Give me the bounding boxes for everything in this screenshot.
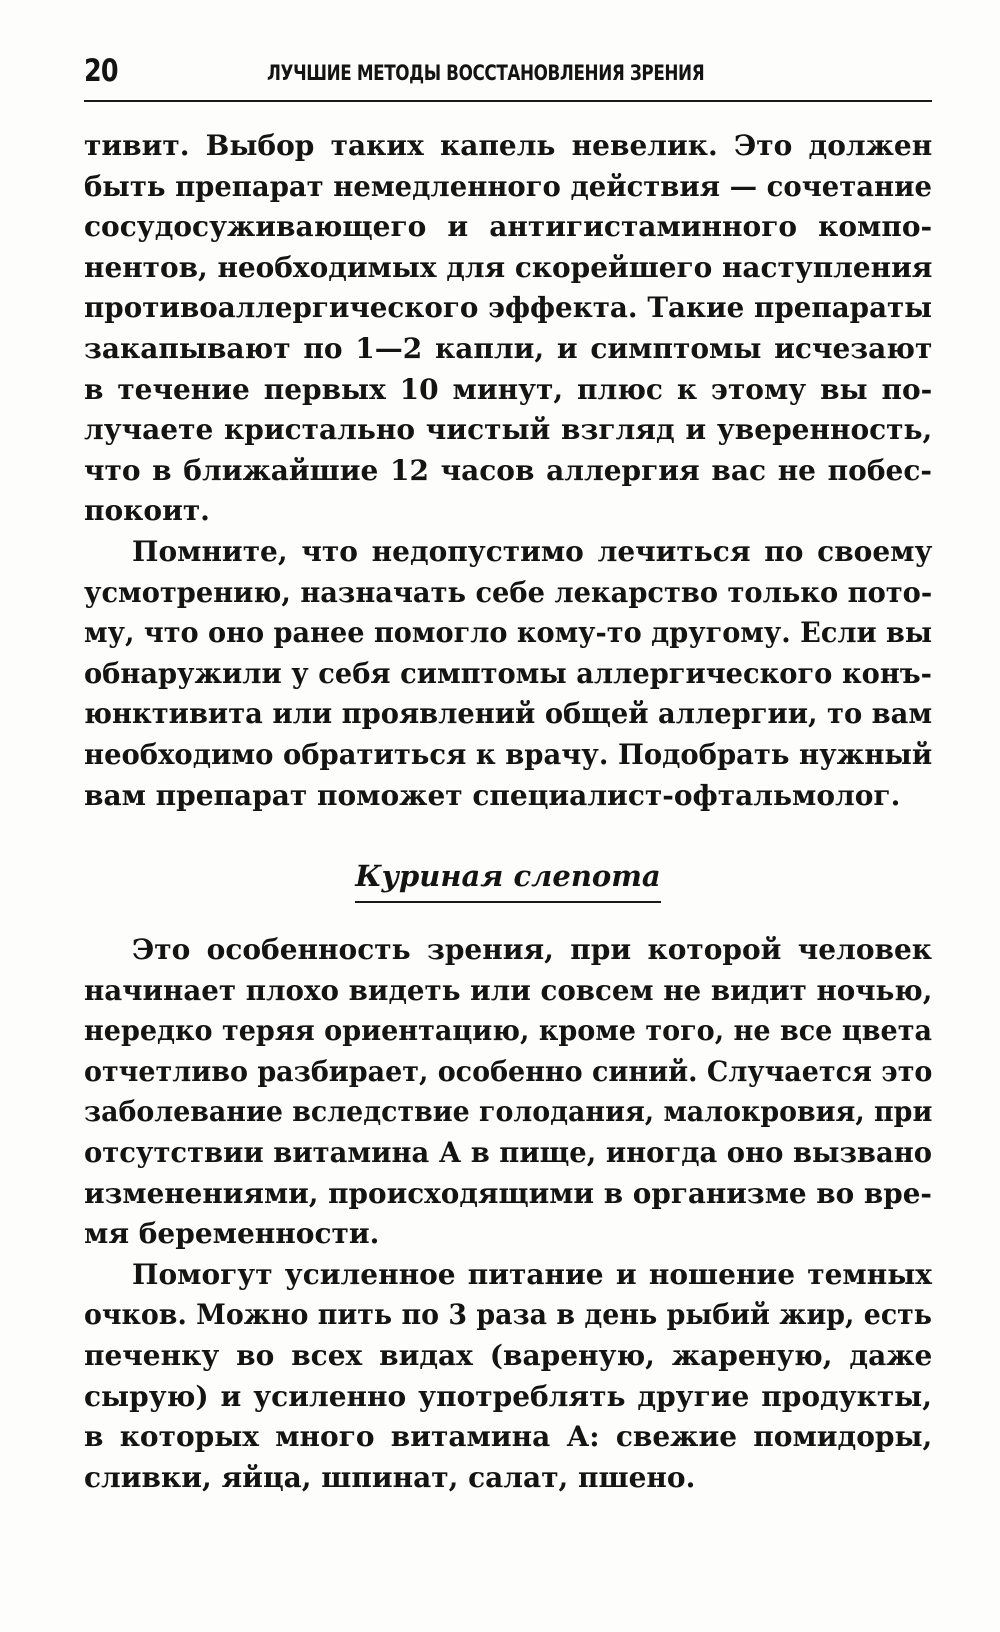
header-rule: [84, 100, 932, 102]
running-header: [84, 52, 932, 98]
paragraph-1: [84, 126, 932, 532]
paragraph-line: закапывают по 1—2 капли, и симптомы исчезают: [84, 331, 933, 365]
paragraph-line: сырую) и усиленно употреблять другие продукты,: [84, 1379, 932, 1413]
paragraph-line: Помогут усиленное питание и ношение темных: [132, 1257, 932, 1291]
paragraph-line: нентов, необходимых для скорейшего наступления: [84, 250, 933, 284]
paragraph-3: [84, 930, 932, 1255]
paragraph-line: быть препарат немедленного действия — сочетание: [84, 169, 932, 203]
paragraph-line: противоаллергического эффекта. Такие препараты: [84, 291, 933, 325]
paragraph-line: Это особенность зрения, при которой человек: [132, 933, 932, 966]
paragraph-line: сливки, яйца, шпинат, салат, пшено.: [84, 1460, 696, 1494]
section-title: [0, 857, 1000, 903]
paragraph-line: в которых много витамина А: свежие помидоры,: [84, 1420, 933, 1454]
paragraph-line: нередко теряя ориентацию, кроме того, не все цвета: [84, 1014, 932, 1048]
text-block-bottom: [84, 930, 932, 1498]
paragraph-line: отсутствии витамина А в пище, иногда оно вызвано: [84, 1135, 933, 1169]
section-title-text: Куриная слепота: [355, 857, 660, 903]
paragraph-line: усмотрению, назначать себе лекарство только пото-: [84, 575, 933, 609]
paragraph-line: необходимо обратиться к врачу. Подобрать нужный: [84, 737, 933, 771]
paragraph-line: изменениями, происходящими в организме во вре-: [84, 1176, 932, 1210]
paragraph-line: Помните, что недопустимо лечиться по своему: [132, 534, 933, 568]
page-number: 20: [84, 53, 118, 89]
paragraph-line: в течение первых 10 минут, плюс к этому вы по-: [84, 372, 933, 406]
paragraph-line: печенку во всех видах (вареную, жареную, даже: [84, 1338, 933, 1372]
paragraph-line: вам препарат поможет специалист-офтальмолог.: [84, 778, 901, 812]
paragraph-line: мя беременности.: [84, 1217, 380, 1251]
running-title: ЛУЧШИЕ МЕТОДЫ ВОССТАНОВЛЕНИЯ ЗРЕНИЯ: [267, 61, 705, 85]
paragraph-line: сосудосуживающего и антигистаминного компо-: [84, 210, 933, 244]
paragraph-line: начинает плохо видеть или совсем не видит ночью,: [84, 973, 933, 1007]
paragraph-line: тивит. Выбор таких капель невелик. Это должен: [84, 129, 933, 162]
paragraph-line: что в ближайшие 12 часов аллергия вас не побес-: [84, 453, 932, 487]
paragraph-line: покоит.: [84, 494, 210, 528]
paragraph-line: заболевание вследствие голодания, малокровия, при: [84, 1095, 933, 1129]
paragraph-2: [84, 532, 932, 816]
text-block-top: [84, 126, 932, 816]
paragraph-4: [84, 1255, 932, 1499]
paragraph-line: лучаете кристально чистый взгляд и уверенность,: [84, 413, 933, 447]
paragraph-line: очков. Можно пить по 3 раза в день рыбий жир, есть: [84, 1298, 933, 1332]
paragraph-line: отчетливо разбирает, особенно синий. Случается это: [84, 1054, 933, 1088]
paragraph-line: юнктивита или проявлений общей аллергии, то вам: [84, 697, 933, 731]
paragraph-line: обнаружили у себя симптомы аллергического конъ-: [84, 656, 933, 690]
paragraph-line: му, что оно ранее помогло кому-то другому. Если вы: [84, 616, 933, 650]
